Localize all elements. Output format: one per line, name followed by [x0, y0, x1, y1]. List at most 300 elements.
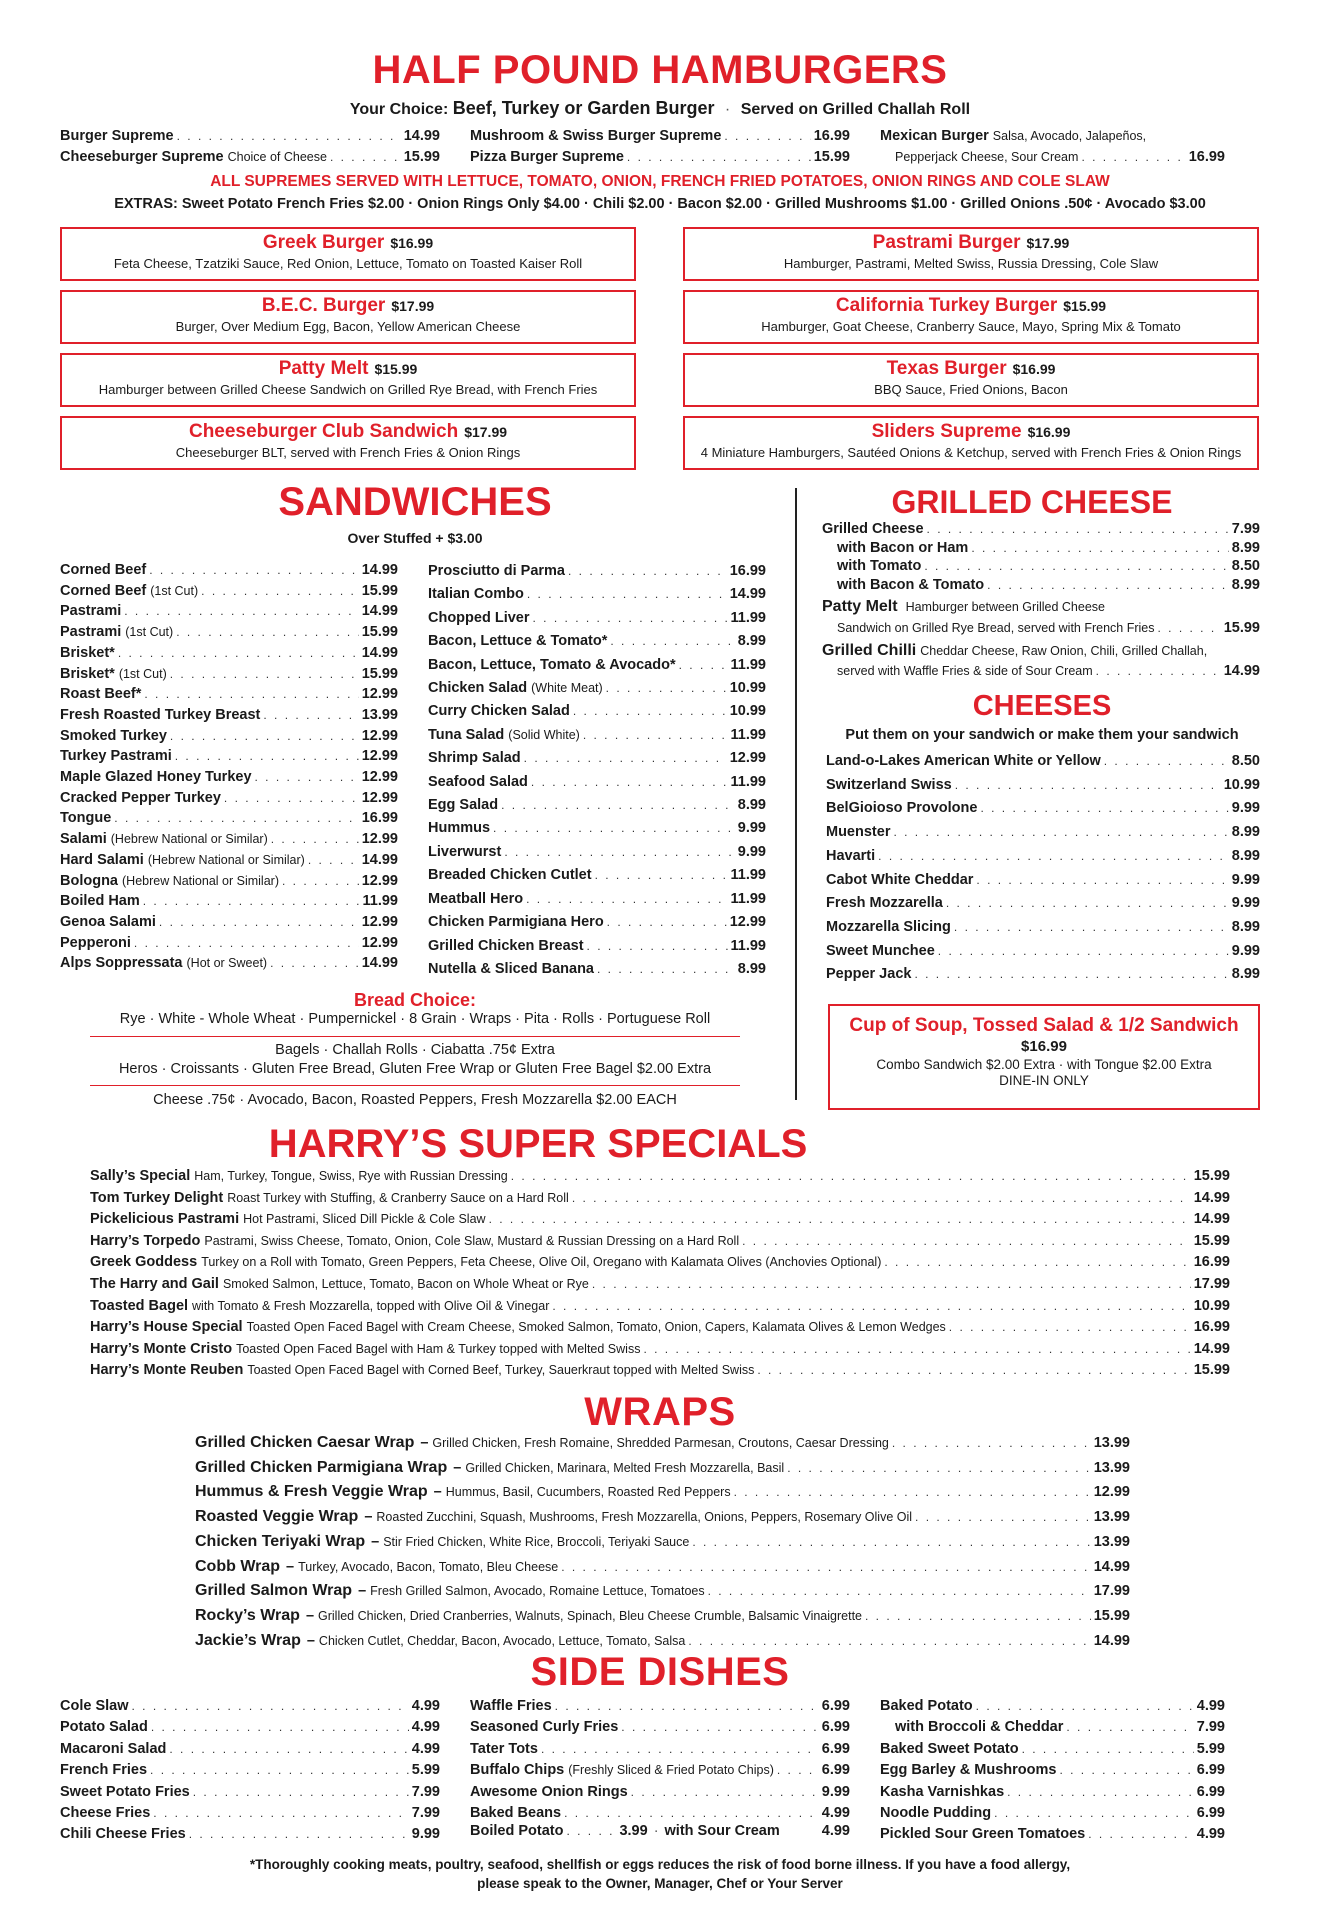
item-desc: Turkey, Avocado, Bacon, Tomato, Bleu Cheese [298, 1559, 559, 1574]
leader-dots [1104, 750, 1229, 774]
menu-item [60, 560, 398, 581]
leader-dots [994, 1803, 1194, 1824]
item-price: 8.50 [1231, 558, 1260, 574]
leader-dots [134, 933, 359, 954]
item-price: 12.99 [361, 872, 398, 889]
item-price: 8.99 [1231, 539, 1260, 556]
item-desc: Roast Turkey with Stuffing, & Cranberry Sauce on a Hard Roll [227, 1190, 569, 1205]
box-price: $17.99 [391, 298, 435, 314]
leader-dots [573, 700, 727, 723]
leader-dots [597, 958, 735, 981]
menu-item [60, 664, 398, 685]
item-name: Cheese Fries [60, 1805, 151, 1822]
leader-dots [144, 684, 358, 705]
leader-dots [643, 1339, 1190, 1361]
dash-separator: – [306, 1632, 315, 1649]
item-name: Switzerland Swiss [826, 776, 952, 793]
item-name: Curry Chicken Salad [428, 703, 570, 720]
leader-dots [270, 953, 359, 974]
box-desc: Hamburger, Pastrami, Melted Swiss, Russia Dressing, Cole Slaw [783, 256, 1159, 271]
leader-dots [566, 1821, 616, 1842]
item-name: Meatball Hero [428, 890, 524, 907]
item-price: 7.99 [411, 1805, 440, 1822]
item-name: Pastrami [60, 603, 122, 620]
menu-item [822, 597, 1260, 618]
menu-item [60, 788, 398, 809]
menu-item [195, 1604, 1130, 1629]
item-name: Turkey Pastrami [60, 748, 172, 765]
menu-item [60, 891, 398, 912]
menu-item-cont [880, 147, 1225, 168]
dot-separator: · [653, 1823, 659, 1839]
item-name: Harry’s Torpedo [90, 1232, 201, 1249]
item-price: 4.99 [411, 1740, 440, 1757]
menu-item [470, 1739, 850, 1760]
leader-dots [170, 664, 359, 685]
item-price: 4.99 [821, 1823, 850, 1839]
item-name: Harry’s Monte Cristo [90, 1340, 233, 1357]
menu-item [826, 750, 1260, 774]
item-desc: Hot Pastrami, Sliced Dill Pickle & Cole Slaw [243, 1212, 486, 1227]
box-desc: Hamburger between Grilled Cheese Sandwich on Grilled Rye Bread, with French Fries [98, 382, 598, 397]
leader-dots [679, 654, 728, 677]
item-price: 14.99 [1093, 1558, 1130, 1575]
item-price: 12.99 [361, 831, 398, 848]
item-price: 14.99 [1193, 1211, 1230, 1228]
menu-item [428, 724, 766, 747]
item-name: Cabot White Cheddar [826, 871, 974, 888]
choice-suffix: Served on Grilled Challah Roll [740, 101, 971, 118]
menu-item [470, 1696, 850, 1717]
patty-melt-block [822, 597, 1260, 682]
item-name: Chopped Liver [428, 609, 530, 626]
item-name: Prosciutto di Parma [428, 563, 565, 579]
sides-col-1 [60, 1696, 440, 1846]
hamburgers-col-2 [470, 126, 850, 168]
leader-dots [1088, 1824, 1194, 1845]
leader-dots [787, 1457, 1091, 1481]
leader-dots [224, 788, 359, 809]
item-price: 15.99 [361, 624, 398, 641]
menu-item [826, 774, 1260, 798]
leader-dots [176, 622, 359, 643]
box-price: $16.99 [1027, 424, 1071, 440]
specialty-burger-box [683, 353, 1259, 407]
item-price: 14.99 [361, 955, 398, 972]
item-price: 10.99 [1193, 1297, 1230, 1314]
menu-item [428, 794, 766, 817]
item-price: 11.99 [730, 890, 766, 907]
hamburgers-choice [0, 98, 1320, 119]
item-name: Mushroom & Swiss Burger Supreme [470, 128, 722, 144]
leader-dots [201, 581, 359, 602]
item-price: 8.99 [1231, 576, 1260, 593]
menu-item [60, 746, 398, 767]
item-price: 13.99 [1093, 1533, 1130, 1550]
box-title-row [685, 295, 1257, 317]
cheeses-list [826, 750, 1260, 987]
menu-item [60, 850, 398, 871]
leader-dots [1007, 1782, 1194, 1803]
leader-dots [170, 726, 359, 747]
item-price: 11.99 [730, 609, 766, 626]
item-name: Seasoned Curly Fries [470, 1719, 619, 1736]
item-name: Roasted Veggie Wrap [195, 1508, 359, 1526]
leader-dots [938, 940, 1229, 964]
leader-dots [627, 147, 811, 168]
sandwiches-title: SANDWICHES [278, 480, 552, 524]
leader-dots [489, 1209, 1191, 1231]
item-name: Harry’s Monte Reuben [90, 1362, 244, 1379]
leader-dots [504, 841, 734, 864]
menu-item [428, 700, 766, 723]
dash-separator: – [286, 1558, 295, 1575]
menu-item [60, 601, 398, 622]
leader-dots [501, 794, 735, 817]
item-name: Pickled Sour Green Tomatoes [880, 1826, 1086, 1843]
menu-item [826, 797, 1260, 821]
leader-dots [555, 1696, 819, 1717]
item-name: Grilled Chicken Parmigiana Wrap [195, 1458, 448, 1476]
grilled-cheese-title: GRILLED CHEESE [891, 484, 1173, 520]
leader-dots [893, 821, 1228, 845]
leader-dots [915, 1506, 1091, 1530]
item-price: 12.99 [729, 914, 766, 931]
item-desc: Cheddar Cheese, Raw Onion, Chili, Grilled Challah, [920, 643, 1208, 658]
leader-dots [583, 724, 728, 747]
item-desc: (Hebrew National or Similar) [110, 832, 268, 847]
item-price: 17.99 [1093, 1583, 1130, 1600]
item-desc: Ham, Turkey, Tongue, Swiss, Rye with Russian Dressing [194, 1169, 508, 1183]
leader-dots [980, 797, 1228, 821]
choice-main: Beef, Turkey or Garden Burger [452, 98, 715, 118]
specialty-burger-box [683, 227, 1259, 281]
item-name: Burger Supreme [60, 128, 174, 144]
leader-dots [308, 850, 359, 871]
item-price: 8.99 [1231, 824, 1260, 841]
menu-item [826, 821, 1260, 845]
item-price: 11.99 [362, 893, 398, 910]
leader-dots [330, 147, 401, 168]
menu-item [428, 958, 766, 981]
item-name: French Fries [60, 1762, 148, 1779]
bread-choice-title: Bread Choice: [353, 990, 477, 1010]
item-price: 16.99 [1193, 1319, 1230, 1336]
leader-dots [757, 1360, 1190, 1382]
item-name: Rocky’s Wrap [195, 1606, 300, 1624]
menu-item [60, 767, 398, 788]
extras-line: EXTRAS: Sweet Potato French Fries $2.00 · Onion Rings Only $4.00 · Chili $2.00 · Bacon $2.00 · Grilled Mushrooms $1.00 · Grilled Onions .50¢ · Avocado $3.00 [114, 196, 1206, 212]
item-desc: Turkey on a Roll with Tomato, Green Peppers, Feta Cheese, Olive Oil, Oregano with Kalamata Olives (Anchovies Optional) [201, 1255, 882, 1270]
item-price: 6.99 [1196, 1762, 1225, 1779]
item-name: Bologna [60, 872, 118, 889]
item-name: Fresh Roasted Turkey Breast [60, 706, 261, 723]
combo-line-1: Combo Sandwich $2.00 Extra · with Tongue $2.00 Extra [876, 1057, 1212, 1072]
bread-line-3: Heros · Croissants · Gluten Free Bread, Gluten Free Wrap or Gluten Free Bagel $2.00 Extra [118, 1061, 712, 1077]
item-price: 7.99 [411, 1783, 440, 1800]
leader-dots [914, 963, 1228, 987]
item-name: Maple Glazed Honey Turkey [60, 769, 252, 786]
item-price: 11.99 [730, 726, 766, 743]
item-name: Toasted Bagel [90, 1297, 189, 1314]
item-price: 11.99 [730, 867, 766, 884]
menu-item [428, 677, 766, 700]
item-desc: Smoked Salmon, Lettuce, Tomato, Bacon on Whole Wheat or Rye [222, 1276, 589, 1291]
item-desc: (Freshly Sliced & Fried Potato Chips) [568, 1763, 774, 1778]
footer-line-2: please speak to the Owner, Manager, Chef or Your Server [477, 1876, 843, 1891]
item-price: 8.99 [1231, 966, 1260, 983]
menu-item [880, 126, 1225, 147]
sandwiches-col-2 [428, 560, 766, 981]
menu-item [822, 520, 1260, 539]
box-title-row [685, 421, 1257, 443]
leader-dots [949, 1317, 1191, 1339]
item-name: Grilled Chilli [822, 641, 917, 659]
leader-dots [595, 864, 728, 887]
item-price: 6.99 [821, 1719, 850, 1736]
menu-item-cont [822, 618, 1260, 639]
menu-item [880, 1824, 1225, 1845]
menu-item [195, 1505, 1130, 1530]
item-name: Corned Beef [60, 582, 147, 599]
menu-item [470, 1717, 850, 1738]
item-price: 15.99 [813, 148, 850, 165]
box-title-row [685, 358, 1257, 380]
item-desc: (1st Cut) [118, 666, 167, 681]
item-price: 15.99 [1223, 619, 1260, 636]
item-price: 12.99 [361, 727, 398, 744]
item-price: 4.99 [1196, 1826, 1225, 1843]
menu-item [826, 892, 1260, 916]
leader-dots [954, 916, 1229, 940]
combo-box [828, 1004, 1260, 1110]
dash-separator: – [364, 1509, 373, 1526]
item-name: Egg Barley & Mushrooms [880, 1762, 1057, 1779]
menu-item [428, 864, 766, 887]
item-name: Boiled Ham [60, 893, 140, 910]
leader-dots [777, 1760, 819, 1781]
menu-item [822, 576, 1260, 595]
menu-item [826, 963, 1260, 987]
menu-item [60, 808, 398, 829]
box-desc: Hamburger, Goat Cheese, Cranberry Sauce, Mayo, Spring Mix & Tomato [761, 319, 1181, 334]
item-name: Baked Sweet Potato [880, 1740, 1019, 1757]
item-name: Waffle Fries [470, 1698, 552, 1714]
leader-dots [734, 1481, 1091, 1505]
menu-item [428, 630, 766, 653]
item-price: 8.99 [737, 633, 766, 650]
item-name: Seafood Salad [428, 773, 528, 790]
item-name: Smoked Turkey [60, 727, 167, 744]
item-price: 9.99 [1231, 800, 1260, 817]
item-price: 5.99 [1196, 1740, 1225, 1757]
item-name: Fresh Mozzarella [826, 895, 943, 912]
item-name: Mozzarella Slicing [826, 918, 951, 935]
menu-item [428, 654, 766, 677]
box-price: $16.99 [390, 235, 434, 251]
menu-item [880, 1696, 1225, 1717]
menu-item [60, 829, 398, 850]
leader-dots [692, 1531, 1090, 1555]
leader-dots [282, 871, 359, 892]
leader-dots [263, 705, 358, 726]
item-name: with Broccoli & Cheddar [895, 1719, 1064, 1736]
leader-dots [193, 1782, 409, 1803]
item-desc: (1st Cut) [125, 625, 174, 640]
item-price: 9.99 [1231, 871, 1260, 888]
wraps-title: WRAPS [584, 1390, 736, 1434]
item-price: 6.99 [1196, 1805, 1225, 1822]
item-name: Sally’s Special [90, 1168, 191, 1184]
item-name: Baked Potato [880, 1698, 973, 1714]
leader-dots [976, 869, 1228, 893]
box-name: California Turkey Burger [835, 295, 1058, 316]
menu-item [470, 1782, 850, 1803]
box-desc: Cheeseburger BLT, served with French Fries & Onion Rings [175, 445, 521, 460]
leader-dots [552, 1296, 1190, 1318]
item-name: Breaded Chicken Cutlet [428, 867, 592, 884]
leader-dots [527, 583, 727, 606]
item-name: Pastrami [60, 624, 122, 641]
item-name: Macaroni Salad [60, 1740, 167, 1757]
menu-item [880, 1739, 1225, 1760]
item-name: Tom Turkey Delight [90, 1189, 224, 1206]
item-price: 15.99 [1093, 1607, 1130, 1624]
leader-dots [606, 677, 727, 700]
leader-dots [124, 601, 358, 622]
menu-item [428, 583, 766, 606]
item-name: Pizza Burger Supreme [470, 148, 624, 165]
item-desc: Sandwich on Grilled Rye Bread, served with French Fries [837, 620, 1155, 635]
item-name: Jackie’s Wrap [195, 1631, 301, 1649]
item-price: 15.99 [361, 665, 398, 682]
leader-dots [1158, 618, 1221, 639]
item-desc: (White Meat) [531, 681, 603, 696]
item-price: 12.99 [361, 789, 398, 806]
menu-item [90, 1360, 1230, 1382]
item-price: 7.99 [1196, 1719, 1225, 1736]
menu-item [880, 1717, 1225, 1738]
item-name: Egg Salad [428, 797, 499, 814]
item-name: Kasha Varnishkas [880, 1783, 1005, 1800]
leader-dots [1022, 1739, 1194, 1760]
specialty-burger-box [683, 290, 1259, 344]
item-name: Chicken Parmigiana Hero [428, 914, 604, 931]
box-name: Sliders Supreme [871, 421, 1022, 442]
menu-item [470, 147, 850, 168]
box-title-row [62, 358, 634, 380]
leader-dots [118, 643, 359, 664]
leader-dots [271, 829, 359, 850]
menu-item [470, 126, 850, 147]
item-desc: (1st Cut) [150, 583, 199, 598]
item-price: 12.99 [361, 769, 398, 786]
item-extra: with Sour Cream [664, 1823, 780, 1839]
box-name: Greek Burger [262, 232, 385, 253]
item-name: Roast Beef* [60, 686, 142, 703]
item-desc: Roasted Zucchini, Squash, Mushrooms, Fresh Mozzarella, Onions, Peppers, Rosemary Olive Oil [376, 1510, 913, 1525]
item-price: 9.99 [737, 820, 766, 837]
item-name: with Bacon & Tomato [837, 576, 985, 593]
item-price: 14.99 [361, 603, 398, 620]
item-name: Pickelicious Pastrami [90, 1211, 240, 1228]
leader-dots [132, 1696, 409, 1717]
item-price: 5.99 [411, 1762, 440, 1779]
item-price: 6.99 [821, 1740, 850, 1757]
item-desc: Pastrami, Swiss Cheese, Tomato, Onion, Cole Slaw, Mustard & Russian Dressing on a Hard Roll [204, 1233, 740, 1248]
item-price: 8.99 [737, 797, 766, 814]
item-name: Awesome Onion Rings [470, 1783, 628, 1800]
bread-line-1: Rye · White - Whole Wheat · Pumpernickel · 8 Grain · Wraps · Pita · Rolls · Portuguese Roll [119, 1011, 711, 1027]
item-desc: Fresh Grilled Salmon, Avocado, Romaine Lettuce, Tomatoes [370, 1584, 705, 1599]
item-price: 4.99 [411, 1698, 440, 1714]
item-price: 10.99 [729, 680, 766, 697]
boiled-potato-row [470, 1821, 850, 1842]
item-price: 11.99 [730, 773, 766, 790]
item-name: Corned Beef [60, 562, 147, 578]
leader-dots [255, 767, 359, 788]
box-name: Cheeseburger Club Sandwich [188, 421, 459, 442]
box-price: $17.99 [464, 424, 508, 440]
menu-item [60, 871, 398, 892]
bread-line-2: Bagels · Challah Rolls · Ciabatta .75¢ Extra [275, 1042, 555, 1058]
leader-dots [169, 1739, 408, 1760]
box-price: $15.99 [1063, 298, 1107, 314]
bread-line-4: Cheese .75¢ · Avocado, Bacon, Roasted Peppers, Fresh Mozzarella $2.00 EACH [153, 1092, 677, 1108]
menu-item [822, 539, 1260, 558]
dash-separator: – [453, 1459, 462, 1476]
hamburgers-col-1 [60, 126, 440, 168]
item-name: Italian Combo [428, 586, 524, 603]
leader-dots [878, 845, 1229, 869]
menu-item [60, 953, 398, 974]
menu-item [60, 147, 440, 168]
item-price: 10.99 [1223, 776, 1260, 793]
leader-dots [971, 539, 1228, 558]
menu-item [826, 845, 1260, 869]
combo-title: Cup of Soup, Tossed Salad & 1/2 Sandwich [849, 1015, 1239, 1036]
item-price: 14.99 [1193, 1340, 1230, 1357]
item-price: 13.99 [1093, 1509, 1130, 1526]
item-name: with Tomato [837, 558, 922, 574]
dash-separator: – [433, 1484, 442, 1501]
menu-item [428, 607, 766, 630]
item-name: Land-o-Lakes American White or Yellow [826, 753, 1101, 769]
leader-dots [153, 1803, 408, 1824]
specials-title: HARRY’S SUPER SPECIALS [268, 1122, 808, 1166]
menu-item [428, 771, 766, 794]
item-desc: Chicken Cutlet, Cheddar, Bacon, Avocado, Lettuce, Tomato, Salsa [318, 1633, 686, 1648]
item-name: Nutella & Sliced Banana [428, 960, 594, 977]
item-name: Noodle Pudding [880, 1805, 992, 1822]
item-desc: (Hebrew National or Similar) [147, 852, 305, 867]
item-desc: Toasted Open Faced Bagel with Corned Beef, Turkey, Sauerkraut topped with Melted Swiss [247, 1363, 755, 1378]
specialty-burger-box [60, 353, 636, 407]
leader-dots [572, 1188, 1191, 1210]
menu-item [60, 1717, 440, 1738]
item-name: Shrimp Salad [428, 750, 521, 767]
leader-dots [621, 1717, 818, 1738]
menu-item [470, 1760, 850, 1781]
item-name: Cole Slaw [60, 1698, 129, 1714]
menu-item-cont [822, 661, 1260, 682]
hamburgers-col-3 [880, 126, 1225, 168]
dash-separator: – [371, 1533, 380, 1550]
box-name: Pastrami Burger [872, 232, 1021, 253]
item-name: Hummus [428, 820, 491, 837]
dot-separator: · [724, 101, 731, 118]
specials-list [90, 1166, 1230, 1382]
